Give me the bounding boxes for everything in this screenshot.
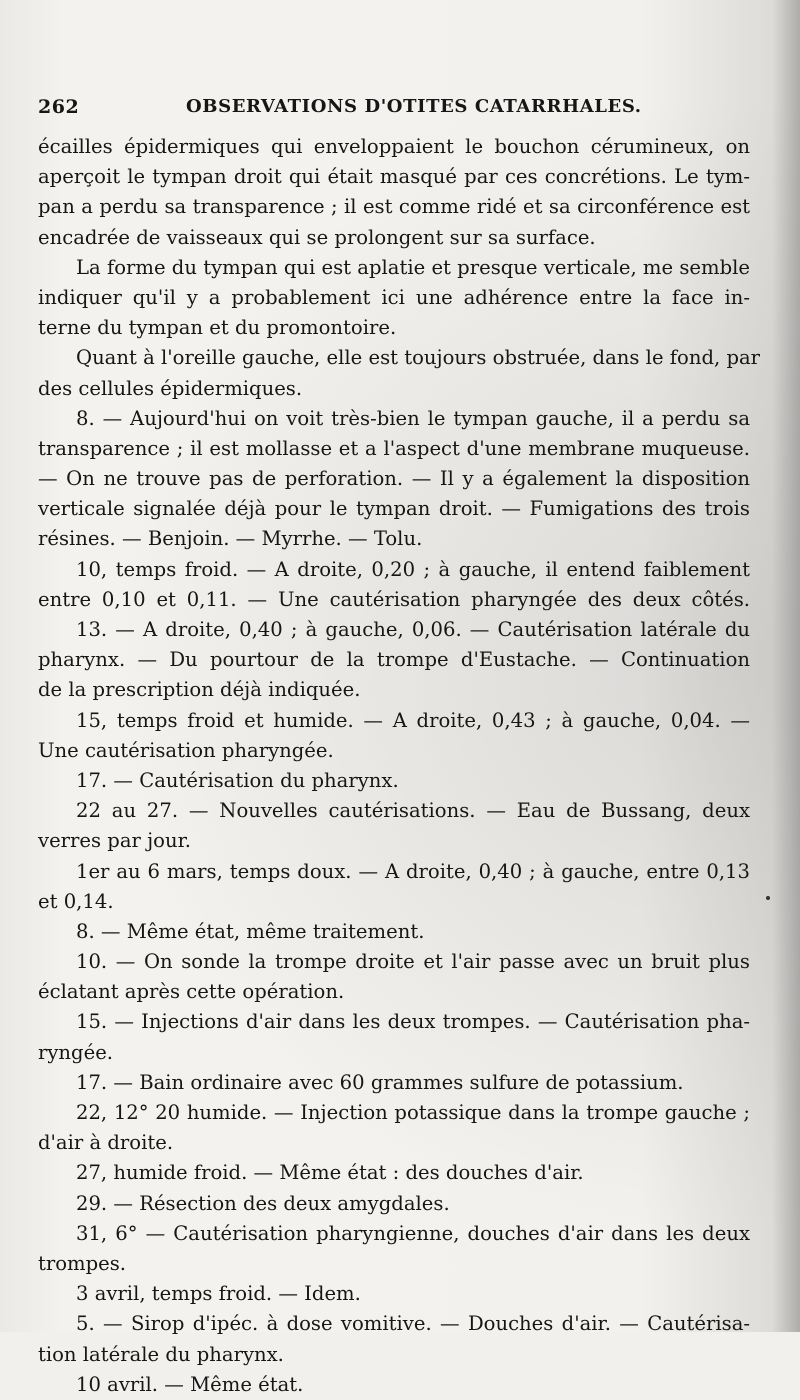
text-line: indiquer qu'il y a probablement ici une adhérence entre la face in- [38, 285, 750, 309]
text-line: 17. — Cautérisation du pharynx. [76, 768, 399, 792]
text-line: 22 au 27. — Nouvelles cautérisations. — Eau de Bussang, deux [76, 799, 750, 823]
text-line: 3 avril, temps froid. — Idem. [76, 1282, 361, 1306]
text-line: trompes. [38, 1251, 127, 1275]
text-line: et 0,14. [38, 889, 114, 913]
text-line: écailles épidermiques qui enveloppaient le bouchon cérumineux, on [38, 135, 750, 158]
text-line: 17. — Bain ordinaire avec 60 grammes sulfure de potassium. [76, 1070, 684, 1094]
text-line: 5. — Sirop d'ipéc. à dose vomitive. — Douches d'air. — Cautérisa- [76, 1312, 750, 1336]
text-line: des cellules épidermiques. [38, 376, 303, 400]
text-line: 10. — On sonde la trompe droite et l'air passe avec un bruit plus [76, 950, 750, 974]
running-header [38, 92, 758, 122]
text-line: éclatant après cette opération. [38, 980, 345, 1004]
text-line: 10, temps froid. — A droite, 0,20 ; à gauche, il entend faiblement [76, 557, 750, 581]
text-line: entre 0,10 et 0,11. — Une cautérisation pharyngée des deux côtés. [38, 587, 750, 611]
text-line: encadrée de vaisseaux qui se prolongent sur sa surface. [38, 225, 596, 249]
text-line: 13. — A droite, 0,40 ; à gauche, 0,06. — Cautérisation latérale du [76, 618, 750, 641]
text-line: pharynx. — Du pourtour de la trompe d'Eustache. — Continuation [38, 648, 750, 672]
text-line: de la prescription déjà indiquée. [38, 678, 361, 702]
page-gutter-shadow [772, 0, 800, 1332]
text-line: verticale signalée déjà pour le tympan droit. — Fumigations des trois [38, 497, 750, 521]
text-line: — On ne trouve pas de perforation. — Il y a également la disposition [38, 467, 750, 491]
text-line: Une cautérisation pharyngée. [38, 738, 334, 762]
text-line: 27, humide froid. — Même état : des douches d'air. [76, 1161, 584, 1185]
text-line: 10 avril. — Même état. [76, 1372, 304, 1396]
text-line: 15, temps froid et humide. — A droite, 0,43 ; à gauche, 0,04. — [76, 708, 750, 732]
text-line: 8. — Même état, même traitement. [76, 919, 425, 943]
text-line: transparence ; il est mollasse et a l'aspect d'une membrane muqueuse. [38, 436, 750, 460]
text-line: aperçoit le tympan droit qui était masqué par ces concrétions. Le tym- [38, 165, 750, 189]
text-line: ryngée. [38, 1040, 114, 1064]
text-line: résines. — Benjoin. — Myrrhe. — Tolu. [38, 527, 423, 551]
text-line: 22, 12° 20 humide. — Injection potassique dans la trompe gauche ; [76, 1101, 750, 1124]
text-line: terne du tympan et du promontoire. [38, 316, 397, 340]
print-speck [766, 896, 770, 900]
text-line: 1er au 6 mars, temps doux. — A droite, 0,40 ; à gauche, entre 0,13 [76, 859, 750, 883]
text-line: verres par jour. [38, 829, 192, 853]
text-line: tion latérale du pharynx. [38, 1342, 284, 1366]
text-line: 8. — Aujourd'hui on voit très-bien le tympan gauche, il a perdu sa [76, 406, 750, 430]
text-line: 15. — Injections d'air dans les deux trompes. — Cautérisation pha- [76, 1010, 750, 1034]
page-number: 262 [38, 96, 80, 118]
text-line: d'air à droite. [38, 1131, 174, 1155]
running-title: OBSERVATIONS D'OTITES CATARRHALES. [186, 96, 642, 117]
text-line: Quant à l'oreille gauche, elle est toujours obstruée, dans le fond, par [76, 346, 761, 370]
text-line: La forme du tympan qui est aplatie et presque verticale, me semble [76, 255, 750, 279]
text-line: pan a perdu sa transparence ; il est comme ridé et sa circonférence est [38, 195, 750, 219]
text-line: 31, 6° — Cautérisation pharyngienne, douches d'air dans les deux [76, 1221, 750, 1245]
body-text [38, 132, 761, 1400]
text-line: 29. — Résection des deux amygdales. [76, 1191, 450, 1215]
